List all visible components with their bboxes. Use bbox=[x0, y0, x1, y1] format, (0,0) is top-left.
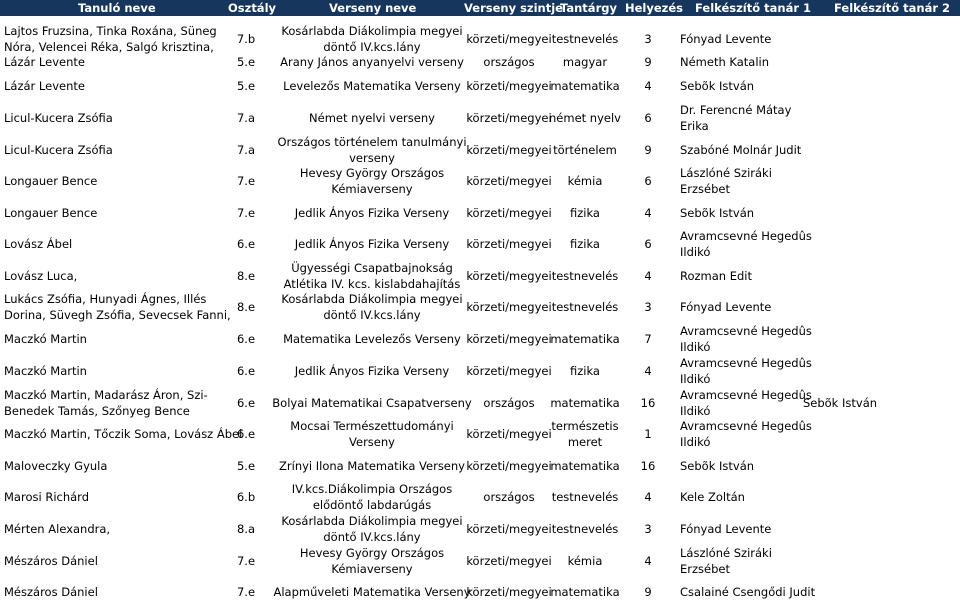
cell-line: körzeti/megyei bbox=[466, 522, 552, 536]
cell-line: 5.e bbox=[236, 459, 256, 473]
cell-line: 6.e bbox=[236, 427, 256, 441]
cell-teacher1 bbox=[680, 355, 812, 387]
cell-teacher1 bbox=[680, 78, 754, 94]
cell-line: országos bbox=[483, 396, 535, 410]
header-place: Helyezés bbox=[625, 1, 683, 15]
cell-teacher1 bbox=[680, 228, 812, 260]
cell-line: Lászlóné Sziráki bbox=[680, 166, 772, 180]
cell-line: országos bbox=[483, 55, 535, 69]
cell-line: 4 bbox=[644, 364, 652, 378]
cell-name bbox=[4, 110, 113, 126]
cell-line: matematika bbox=[550, 332, 620, 346]
header-level: Verseny szintje bbox=[464, 1, 563, 15]
cell-line: Lovász Luca, bbox=[4, 269, 78, 283]
cell-line: kémia bbox=[567, 554, 603, 568]
cell-line: Dr. Ferencné Mátay bbox=[680, 103, 792, 117]
cell-line: 3 bbox=[644, 32, 652, 46]
header-subject: Tantárgy bbox=[560, 1, 617, 15]
cell-name bbox=[4, 521, 110, 537]
cell-line: Országos történelem tanulmányi bbox=[277, 135, 467, 149]
cell-line: magyar bbox=[562, 55, 608, 69]
cell-teacher1 bbox=[680, 102, 791, 134]
cell-line: Ildikó bbox=[680, 245, 711, 259]
cell-name bbox=[4, 553, 98, 569]
cell-line: Sebõk István bbox=[680, 459, 755, 473]
cell-line: körzeti/megyei bbox=[466, 79, 552, 93]
cell-line: Ildikó bbox=[680, 435, 711, 449]
header-teacher1: Felkészítő tanár 1 bbox=[695, 1, 812, 15]
cell-line: Maczkó Martin bbox=[4, 332, 87, 346]
cell-line: 6.e bbox=[236, 364, 256, 378]
cell-line: Hevesy György Országos bbox=[299, 546, 445, 560]
cell-line: 5.e bbox=[236, 55, 256, 69]
cell-line: döntő IV.kcs.lány bbox=[323, 40, 421, 54]
cell-line: 9 bbox=[644, 585, 652, 599]
cell-line: 9 bbox=[644, 55, 652, 69]
cell-line: Bolyai Matematikai Csapatverseny bbox=[272, 396, 472, 410]
cell-line: Jedlik Ányos Fizika Verseny bbox=[294, 237, 450, 251]
cell-teacher1 bbox=[680, 205, 754, 221]
cell-line: körzeti/megyei bbox=[466, 269, 552, 283]
cell-line: Atlétika IV. kcs. kislabdahajítás bbox=[283, 277, 461, 291]
cell-name bbox=[4, 458, 107, 474]
cell-teacher1 bbox=[680, 142, 801, 158]
cell-line: 6.b bbox=[236, 490, 256, 504]
cell-line: Verseny bbox=[349, 435, 395, 449]
cell-line: körzeti/megyei bbox=[466, 554, 552, 568]
cell-line: Avramcsevné Hegedûs bbox=[680, 356, 812, 370]
cell-line: 4 bbox=[644, 490, 652, 504]
cell-line: kémia bbox=[567, 174, 603, 188]
cell-line: Dorina, Süvegh Zsófia, Sevecsek Fanni, bbox=[4, 308, 231, 322]
cell-line: körzeti/megyei bbox=[466, 111, 552, 125]
cell-line: Németh Katalin bbox=[680, 55, 770, 69]
cell-name bbox=[4, 363, 87, 379]
cell-line: Erzsébet bbox=[680, 562, 730, 576]
cell-line: körzeti/megyei bbox=[466, 174, 552, 188]
cell-line: Maczkó Martin, Tőczik Soma, Lovász Ábel bbox=[4, 427, 243, 441]
cell-line: 5.e bbox=[236, 79, 256, 93]
cell-line: Matematika Levelezős Verseny bbox=[283, 332, 461, 346]
cell-line: 6.e bbox=[236, 237, 256, 251]
cell-line: Erzsébet bbox=[680, 182, 730, 196]
cell-teacher1 bbox=[680, 268, 752, 284]
cell-line: 4 bbox=[644, 206, 652, 220]
cell-line: fizika bbox=[570, 206, 600, 220]
header-competition: Verseny neve bbox=[329, 1, 417, 15]
cell-name bbox=[4, 142, 113, 158]
cell-line: Ildikó bbox=[680, 404, 711, 418]
cell-line: Ildikó bbox=[680, 372, 711, 386]
cell-line: 1 bbox=[644, 427, 652, 441]
cell-line: meret bbox=[567, 435, 603, 449]
cell-line: Kosárlabda Diákolimpia megyei bbox=[281, 514, 463, 528]
cell-line: fizika bbox=[570, 237, 600, 251]
cell-line: körzeti/megyei bbox=[466, 585, 552, 599]
cell-line: Rozman Edit bbox=[680, 269, 753, 283]
cell-line: 7.b bbox=[236, 32, 256, 46]
cell-line: Longauer Bence bbox=[4, 206, 98, 220]
cell-teacher1 bbox=[680, 458, 754, 474]
cell-line: Lajtos Fruzsina, Tinka Roxána, Süneg bbox=[4, 24, 217, 38]
cell-line: döntő IV.kcs.lány bbox=[323, 530, 421, 544]
header-class: Osztály bbox=[228, 1, 277, 15]
cell-line: 3 bbox=[644, 522, 652, 536]
cell-line: körzeti/megyei bbox=[466, 143, 552, 157]
cell-line: körzeti/megyei bbox=[466, 364, 552, 378]
cell-line: Avramcsevné Hegedûs bbox=[680, 229, 812, 243]
cell-line: Mérten Alexandra, bbox=[4, 522, 111, 536]
cell-line: Lázár Levente bbox=[4, 79, 85, 93]
cell-line: Longauer Bence bbox=[4, 174, 98, 188]
cell-line: körzeti/megyei bbox=[466, 32, 552, 46]
cell-line: Maczkó Martin, Madarász Áron, Szi- bbox=[4, 388, 208, 402]
cell-line: Kémiaverseny bbox=[331, 182, 413, 196]
cell-line: 6 bbox=[644, 111, 652, 125]
cell-line: Mészáros Dániel bbox=[4, 585, 98, 599]
cell-teacher1 bbox=[680, 521, 771, 537]
cell-teacher2 bbox=[730, 395, 950, 411]
cell-line: természetis bbox=[551, 419, 619, 433]
cell-line: német nyelv bbox=[549, 111, 621, 125]
cell-line: Lovász Ábel bbox=[4, 237, 73, 251]
cell-name bbox=[4, 489, 89, 505]
cell-line: Jedlik Ányos Fizika Verseny bbox=[294, 364, 450, 378]
cell-line: 6.e bbox=[236, 396, 256, 410]
cell-line: Licul-Kucera Zsófia bbox=[4, 143, 113, 157]
cell-teacher1 bbox=[680, 584, 815, 600]
cell-line: testnevelés bbox=[551, 269, 619, 283]
cell-line: körzeti/megyei bbox=[466, 300, 552, 314]
cell-line: Ügyességi Csapatbajnokság bbox=[291, 261, 453, 275]
cell-teacher1 bbox=[680, 54, 769, 70]
cell-line: Fónyad Levente bbox=[680, 522, 772, 536]
cell-line: testnevelés bbox=[551, 490, 619, 504]
cell-line: Német nyelvi verseny bbox=[309, 111, 435, 125]
cell-line: Alapműveleti Matematika Verseny bbox=[273, 585, 471, 599]
cell-name bbox=[4, 205, 97, 221]
cell-teacher1 bbox=[680, 545, 772, 577]
cell-line: matematika bbox=[550, 79, 620, 93]
cell-name bbox=[4, 331, 87, 347]
cell-line: 4 bbox=[644, 269, 652, 283]
cell-line: IV.kcs.Diákolimpia Országos bbox=[291, 482, 453, 496]
cell-line: Avramcsevné Hegedûs bbox=[680, 324, 812, 338]
cell-teacher1 bbox=[680, 299, 771, 315]
cell-line: 4 bbox=[644, 79, 652, 93]
cell-line: Ildikó bbox=[680, 340, 711, 354]
cell-line: körzeti/megyei bbox=[466, 427, 552, 441]
cell-line: Kosárlabda Diákolimpia megyei bbox=[281, 24, 463, 38]
header-teacher2: Felkészítő tanár 2 bbox=[834, 1, 951, 15]
cell-line: országos bbox=[483, 490, 535, 504]
cell-teacher1 bbox=[680, 418, 812, 450]
cell-line: Fónyad Levente bbox=[680, 32, 772, 46]
cell-line: Nóra, Velencei Réka, Salgó krisztina, bbox=[4, 40, 214, 54]
cell-line: körzeti/megyei bbox=[466, 237, 552, 251]
cell-line: 8.e bbox=[236, 300, 256, 314]
cell-line: Kele Zoltán bbox=[680, 490, 745, 504]
cell-line: 8.a bbox=[236, 522, 256, 536]
cell-line: Sebõk István bbox=[802, 396, 878, 410]
cell-line: 9 bbox=[644, 143, 652, 157]
cell-line: Sebõk István bbox=[680, 206, 755, 220]
cell-teacher1 bbox=[680, 31, 771, 47]
cell-line: Marosi Richárd bbox=[4, 490, 89, 504]
cell-name bbox=[4, 78, 85, 94]
cell-line: Szabóné Molnár Judit bbox=[680, 143, 802, 157]
cell-line: döntő IV.kcs.lány bbox=[323, 308, 421, 322]
cell-line: Licul-Kucera Zsófia bbox=[4, 111, 113, 125]
cell-line: Zrínyi Ilona Matematika Verseny bbox=[279, 459, 465, 473]
cell-line: Avramcsevné Hegedûs bbox=[680, 419, 812, 433]
cell-line: 6.e bbox=[236, 332, 256, 346]
cell-line: 7.a bbox=[236, 143, 256, 157]
cell-name bbox=[4, 54, 85, 70]
header-row bbox=[0, 0, 960, 16]
cell-line: elődöntő labdarúgás bbox=[312, 498, 432, 512]
cell-line: Benedek Tamás, Szőnyeg Bence bbox=[4, 404, 190, 418]
cell-line: testnevelés bbox=[551, 300, 619, 314]
cell-line: Kémiaverseny bbox=[331, 562, 413, 576]
cell-name bbox=[4, 173, 97, 189]
cell-line: 7.e bbox=[236, 174, 256, 188]
cell-line: Mocsai Természettudományi bbox=[290, 419, 454, 433]
cell-line: 7.e bbox=[236, 206, 256, 220]
cell-line: 6 bbox=[644, 237, 652, 251]
cell-name bbox=[4, 236, 72, 252]
cell-line: Maczkó Martin bbox=[4, 364, 87, 378]
cell-line: 3 bbox=[644, 300, 652, 314]
cell-line: testnevelés bbox=[551, 32, 619, 46]
cell-line: Lukács Zsófia, Hunyadi Ágnes, Illés bbox=[4, 292, 207, 306]
cell-line: Mészáros Dániel bbox=[4, 554, 98, 568]
cell-line: 16 bbox=[640, 459, 656, 473]
cell-line: Jedlik Ányos Fizika Verseny bbox=[294, 206, 450, 220]
cell-line: matematika bbox=[550, 396, 620, 410]
cell-line: matematika bbox=[550, 459, 620, 473]
cell-line: Lázár Levente bbox=[4, 55, 85, 69]
cell-line: Sebõk István bbox=[680, 79, 755, 93]
cell-line: Kosárlabda Diákolimpia megyei bbox=[281, 292, 463, 306]
header-name: Tanuló neve bbox=[78, 1, 156, 15]
cell-line: Lászlóné Sziráki bbox=[680, 546, 772, 560]
cell-teacher1 bbox=[680, 489, 745, 505]
cell-line: 7 bbox=[644, 332, 652, 346]
cell-line: Maloveczky Gyula bbox=[4, 459, 108, 473]
cell-line: történelem bbox=[553, 143, 617, 157]
cell-line: Fónyad Levente bbox=[680, 300, 772, 314]
cell-line: 7.e bbox=[236, 585, 256, 599]
cell-line: 4 bbox=[644, 554, 652, 568]
cell-teacher1 bbox=[680, 323, 812, 355]
cell-line: verseny bbox=[349, 151, 395, 165]
cell-line: 7.e bbox=[236, 554, 256, 568]
cell-line: körzeti/megyei bbox=[466, 206, 552, 220]
cell-line: Hevesy György Országos bbox=[299, 166, 445, 180]
cell-line: 16 bbox=[640, 396, 656, 410]
cell-line: 8.e bbox=[236, 269, 256, 283]
cell-line: körzeti/megyei bbox=[466, 332, 552, 346]
cell-line: Erika bbox=[680, 119, 709, 133]
cell-line: matematika bbox=[550, 585, 620, 599]
cell-line: 7.a bbox=[236, 111, 256, 125]
cell-name bbox=[4, 584, 98, 600]
cell-name bbox=[4, 268, 77, 284]
cell-line: Arany János anyanyelvi verseny bbox=[280, 55, 464, 69]
cell-line: 6 bbox=[644, 174, 652, 188]
cell-line: Csalainé Csengődi Judit bbox=[680, 585, 816, 599]
cell-line: testnevelés bbox=[551, 522, 619, 536]
cell-line: Avramcsevné Hegedûs bbox=[680, 388, 812, 402]
cell-line: körzeti/megyei bbox=[466, 459, 552, 473]
cell-line: fizika bbox=[570, 364, 600, 378]
cell-line: Levelezős Matematika Verseny bbox=[283, 79, 461, 93]
cell-teacher1 bbox=[680, 165, 772, 197]
